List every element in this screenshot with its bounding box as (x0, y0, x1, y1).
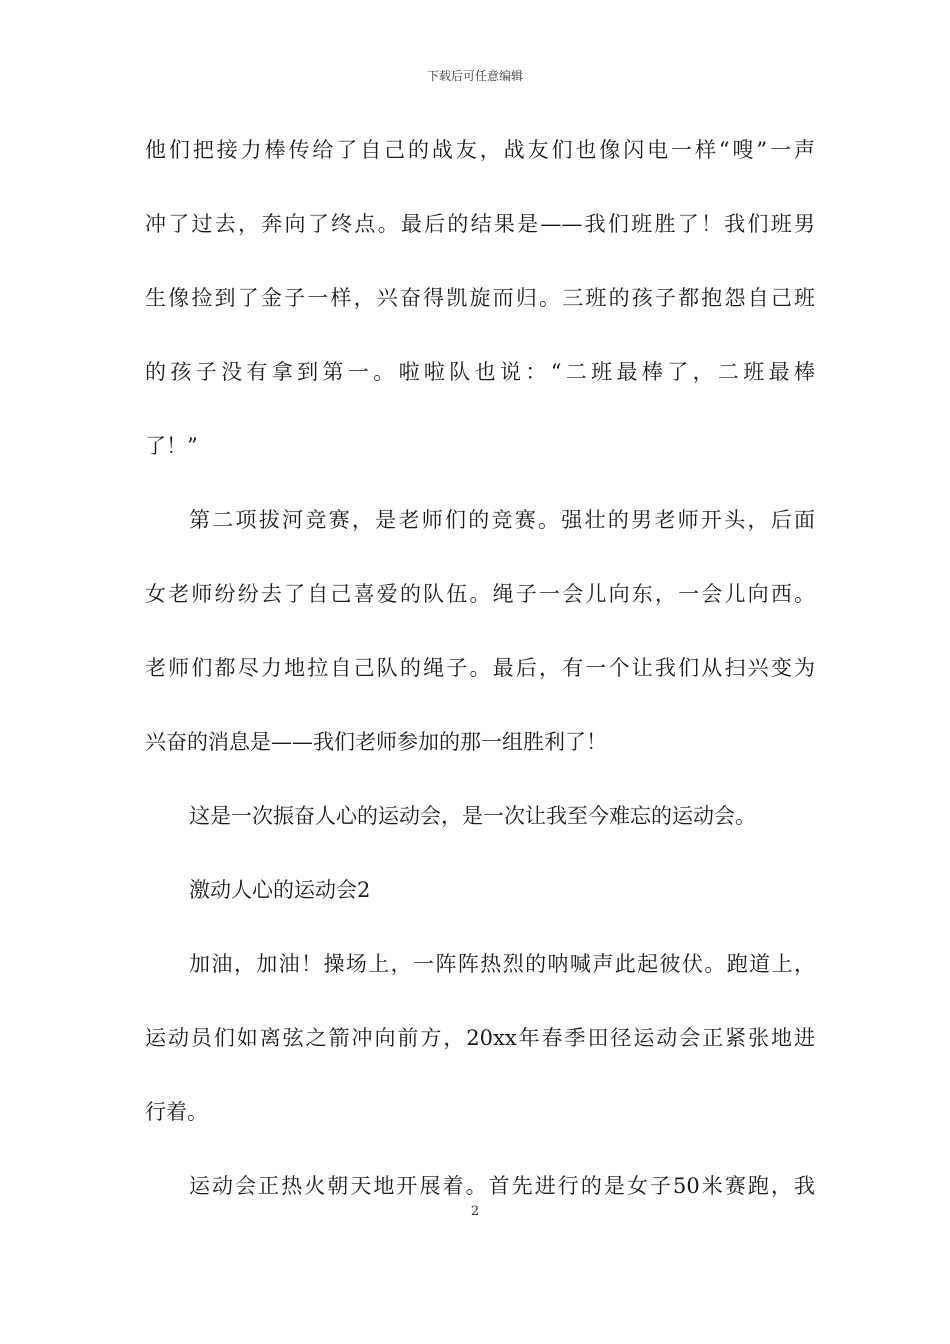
text-line: 他们把接力棒传给了自己的战友，战友们也像闪电一样“嗖”一声 (145, 138, 815, 162)
body-text (145, 132, 815, 1242)
paragraph-start-line: 加油，加油！操场上，一阵阵热烈的呐喊声此起彼伏。跑道上， (189, 952, 815, 976)
text-line: 的孩子没有拿到第一。啦啦队也说：“二班最棒了，二班最棒 (145, 360, 815, 384)
text-line: 运动员们如离弦之箭冲向前方，20xx年春季田径运动会正紧张地进 (145, 1026, 815, 1050)
paragraph-start-line: 运动会正热火朝天地开展着。首先进行的是女子50米赛跑，我 (189, 1174, 815, 1198)
text-line: 女老师纷纷去了自己喜爱的队伍。绳子一会儿向东，一会儿向西。 (145, 582, 815, 606)
text-line: 了！” (145, 434, 198, 458)
page-header: 下载后可任意编辑 (426, 69, 523, 83)
text-line: 兴奋的消息是——我们老师参加的那一组胜利了！ (145, 730, 607, 754)
section-heading: 激动人心的运动会2 (189, 878, 371, 902)
paragraph-start-line: 第二项拔河竞赛，是老师们的竞赛。强壮的男老师开头，后面 (189, 508, 815, 532)
page-number: 2 (470, 1204, 480, 1219)
text-line: 行着。 (145, 1100, 208, 1124)
text-line: 生像捡到了金子一样，兴奋得凯旋而归。三班的孩子都抱怨自己班 (145, 286, 815, 310)
text-line: 老师们都尽力地拉自己队的绳子。最后，有一个让我们从扫兴变为 (145, 656, 815, 680)
paragraph-start-line: 这是一次振奋人心的运动会，是一次让我至今难忘的运动会。 (189, 804, 756, 828)
text-line: 冲了过去，奔向了终点。最后的结果是——我们班胜了！我们班男 (145, 212, 815, 236)
